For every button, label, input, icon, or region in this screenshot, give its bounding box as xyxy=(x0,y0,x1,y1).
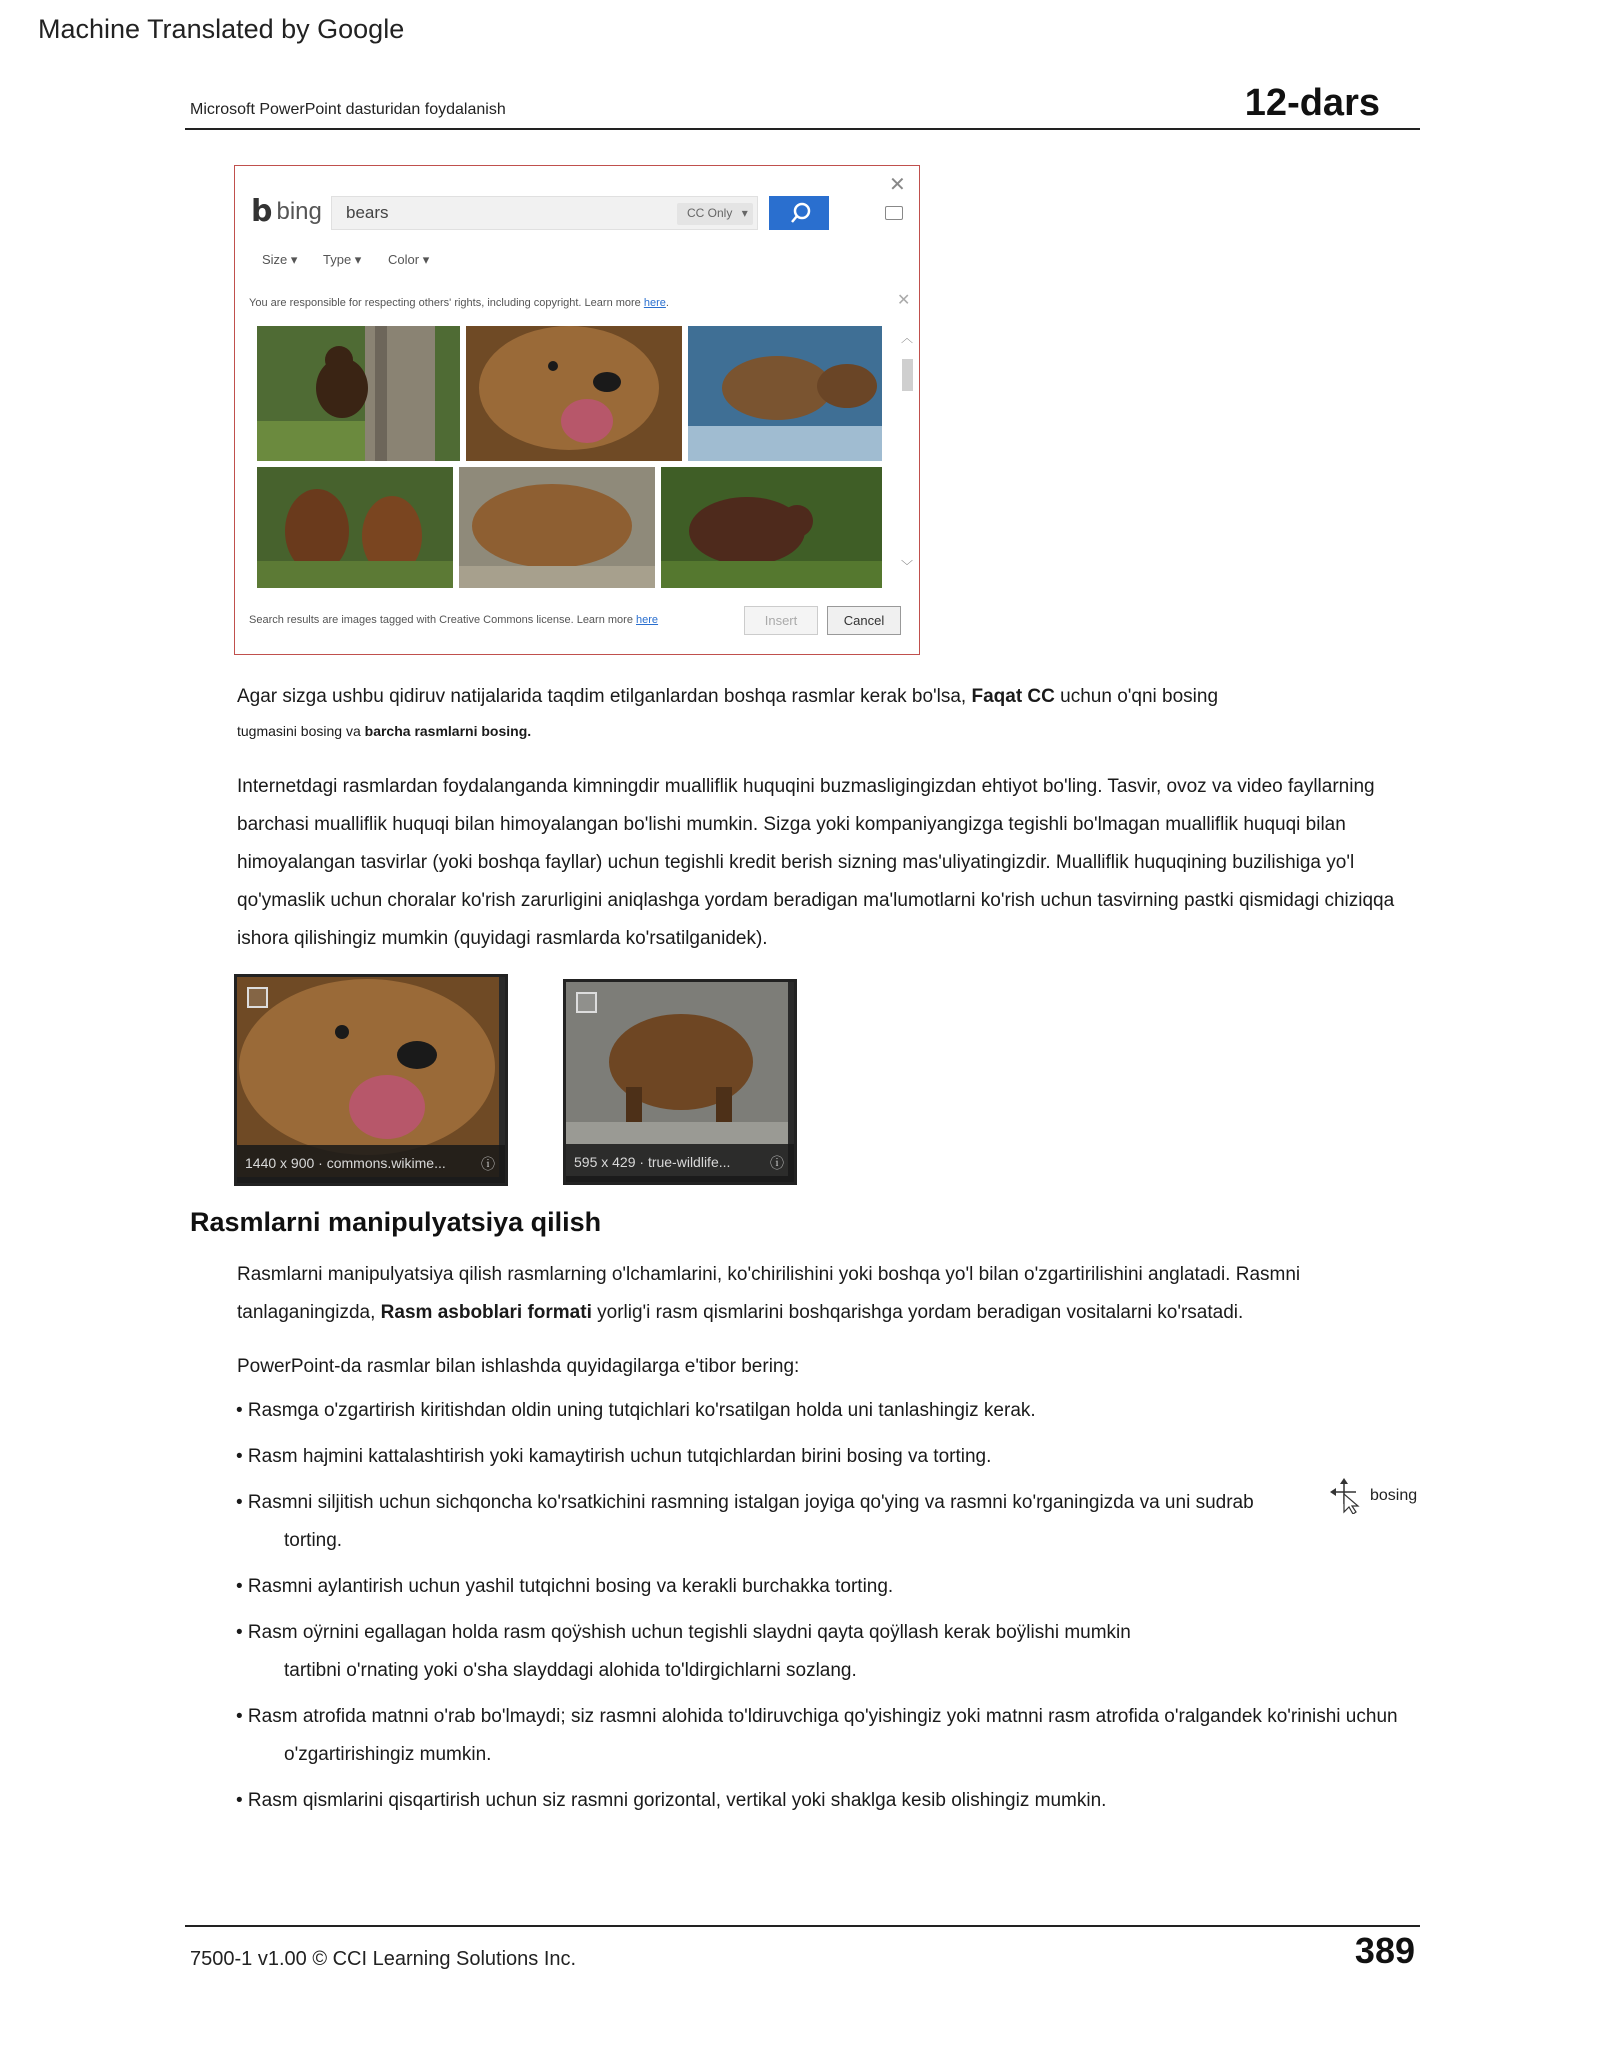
size-filter[interactable]: Size ▾ xyxy=(262,252,298,267)
thumbnail-walking-bear[interactable] xyxy=(563,979,797,1185)
cc-only-dropdown[interactable] xyxy=(677,203,753,225)
info-icon[interactable]: ⓘ xyxy=(770,1155,784,1171)
dialog-license-note: Search results are images tagged with Creative Commons license. Learn more here xyxy=(249,614,659,626)
copyright-paragraph: Internetdagi rasmlardan foydalanganda kimningdir mualliflik huquqini buzmasligingizdan ehtiyot bo'ling. Tasvir, ovoz va video fayllarning barchasi mualliflik huquqi bilan himoyalangan bo'lishi mumkin. Sizga yoki kompaniyangizga tegishli bo'lmagan mualliflik huquqi bilan himoyalangan tasvirlar (yoki boshqa fayllar) uchun tegishli kredit berish sizning mas'uliyatingizdir. Mualliflik huquqining buzilishiga yo'l qo'ymaslik uchun choralar ko'rish zarurligini aniqlashga yordam beradigan ma'lumotlarni ko'rish uchun tasvirning pastki qismidagi chiziqqa ishora qilishingiz mumkin (quyidagi rasmlarda ko'rsatilganidek). xyxy=(237,776,1395,949)
bing-wordmark: bing xyxy=(276,197,322,225)
bullet-item: • Rasm qismlarini qisqartirish uchun siz rasmni gorizontal, vertikal yoki shaklga kesib olishingiz mumkin. xyxy=(236,1790,1107,1811)
scroll-down-icon[interactable]: ﹀ xyxy=(901,559,914,573)
header-rule xyxy=(185,128,1420,130)
image-attribution-caption[interactable]: 1440 x 900 · commons.wikime... ⓘ xyxy=(237,1145,505,1183)
close-icon[interactable]: ✕ xyxy=(889,174,906,196)
info-icon[interactable]: ⓘ xyxy=(481,1156,495,1172)
move-cursor-label: bosing xyxy=(1370,1487,1418,1504)
bullet-continuation: tartibni o'rnating yoki o'sha slayddagi alohida to'ldirgichlarni sozlang. xyxy=(284,1660,857,1681)
tips-intro: PowerPoint-da rasmlar bilan ishlashda quyidagilarga e'tibor bering: xyxy=(237,1356,800,1377)
image-attribution-caption[interactable]: 595 x 429 · true-wildlife... ⓘ xyxy=(566,1144,794,1182)
bing-b-icon: b xyxy=(251,194,273,229)
result-image-cub-tree[interactable] xyxy=(257,326,460,461)
lesson-number: 12-dars xyxy=(1244,82,1380,124)
bing-image-search-dialog xyxy=(234,165,920,655)
move-cursor-icon xyxy=(1330,1478,1364,1519)
cc-instruction-line: Agar sizga ushbu qidiruv natijalarida taqdim etilganlardan boshqa rasmlar kerak bo'lsa, Faqat CC uchun o'qni bosing xyxy=(237,686,1219,707)
scrollbar-thumb[interactable] xyxy=(902,359,913,391)
type-filter[interactable]: Type ▾ xyxy=(323,252,362,267)
result-image-bears-river[interactable] xyxy=(688,326,882,461)
image-results-grid xyxy=(257,326,893,588)
color-filter[interactable]: Color ▾ xyxy=(388,252,430,267)
select-checkbox[interactable] xyxy=(247,987,268,1008)
license-learn-more-link[interactable]: here xyxy=(636,614,659,626)
bullet-item: • Rasmga o'zgartirish kiritishdan oldin uning tutqichlari ko'rsatilgan holda uni tanlashingiz kerak. xyxy=(236,1400,1036,1421)
bullet-item: • Rasm hajmini kattalashtirish yoki kamaytirish uchun tutqichlardan birini bosing va torting. xyxy=(236,1446,992,1467)
bullet-continuation: torting. xyxy=(284,1530,343,1551)
footer-rule xyxy=(185,1925,1420,1927)
manipulation-paragraph: Rasmlarni manipulyatsiya qilish rasmlarning o'lchamlarini, ko'chirilishini yoki boshqa yo'l bilan o'zgartirilishini anglatadi. Rasmni tanlaganingizda, Rasm asboblari formati yorlig'i rasm qismlarini boshqarishga yordam beradigan vositalarni ko'rsatadi. xyxy=(237,1264,1301,1323)
select-checkbox[interactable] xyxy=(576,992,597,1013)
result-image-bears-fighting[interactable] xyxy=(257,467,453,588)
section-heading: Rasmlarni manipulyatsiya qilish xyxy=(190,1207,602,1237)
bullet-item: • Rasm atrofida matnni o'rab bo'lmaydi; siz rasmni alohida to'ldiruvchiga qo'yishingiz yoki matnni rasm atrofida o'ralgandek ko'rinishi uchun xyxy=(236,1706,1398,1727)
scroll-up-icon[interactable]: ︿ xyxy=(901,331,914,345)
feedback-icon[interactable] xyxy=(885,206,903,220)
cancel-button[interactable]: Cancel xyxy=(827,606,901,635)
copyright-notice: You are responsible for respecting others' rights, including copyright. Learn more here. xyxy=(249,297,669,309)
thumbnail-roaring-bear[interactable] xyxy=(234,974,508,1186)
chevron-down-icon: ▾ xyxy=(741,206,748,220)
insert-button[interactable]: Insert xyxy=(744,606,818,635)
dismiss-notice-icon[interactable]: ✕ xyxy=(897,292,911,309)
page-number: 389 xyxy=(1354,1930,1415,1971)
search-input[interactable] xyxy=(331,196,758,230)
search-button[interactable] xyxy=(769,196,829,230)
machine-translation-banner: Machine Translated by Google xyxy=(38,14,405,44)
running-header-title: Microsoft PowerPoint dasturidan foydalanish xyxy=(190,101,506,118)
bullet-item: • Rasm oÿrnini egallagan holda rasm qoÿshish uchun tegishli slaydni qayta qoÿllash kerak boÿlishi mumkin xyxy=(236,1622,1131,1643)
footer-copyright: 7500-1 v1.00 © CCI Learning Solutions Inc. xyxy=(190,1948,577,1970)
learn-more-link[interactable]: here xyxy=(643,297,666,309)
search-icon xyxy=(769,196,829,230)
bullet-item: • Rasmni siljitish uchun sichqoncha ko'rsatkichini rasmning istalgan joyiga qo'ying va rasmni ko'rganingizda va uni sudrab xyxy=(236,1492,1254,1513)
bullet-continuation: o'zgartirishingiz mumkin. xyxy=(284,1744,492,1765)
bullet-item: • Rasmni aylantirish uchun yashil tutqichni bosing va kerakli burchakka torting. xyxy=(236,1576,894,1597)
cc-instruction-line-2: tugmasini bosing va barcha rasmlarni bosing. xyxy=(237,723,532,739)
result-image-bear-walking[interactable] xyxy=(459,467,655,588)
cc-only-label: CC Only xyxy=(687,206,733,220)
bing-logo xyxy=(251,194,322,229)
result-image-roaring-bear[interactable] xyxy=(466,326,682,461)
result-image-bear-grass[interactable] xyxy=(661,467,882,588)
search-value: bears xyxy=(346,203,389,222)
